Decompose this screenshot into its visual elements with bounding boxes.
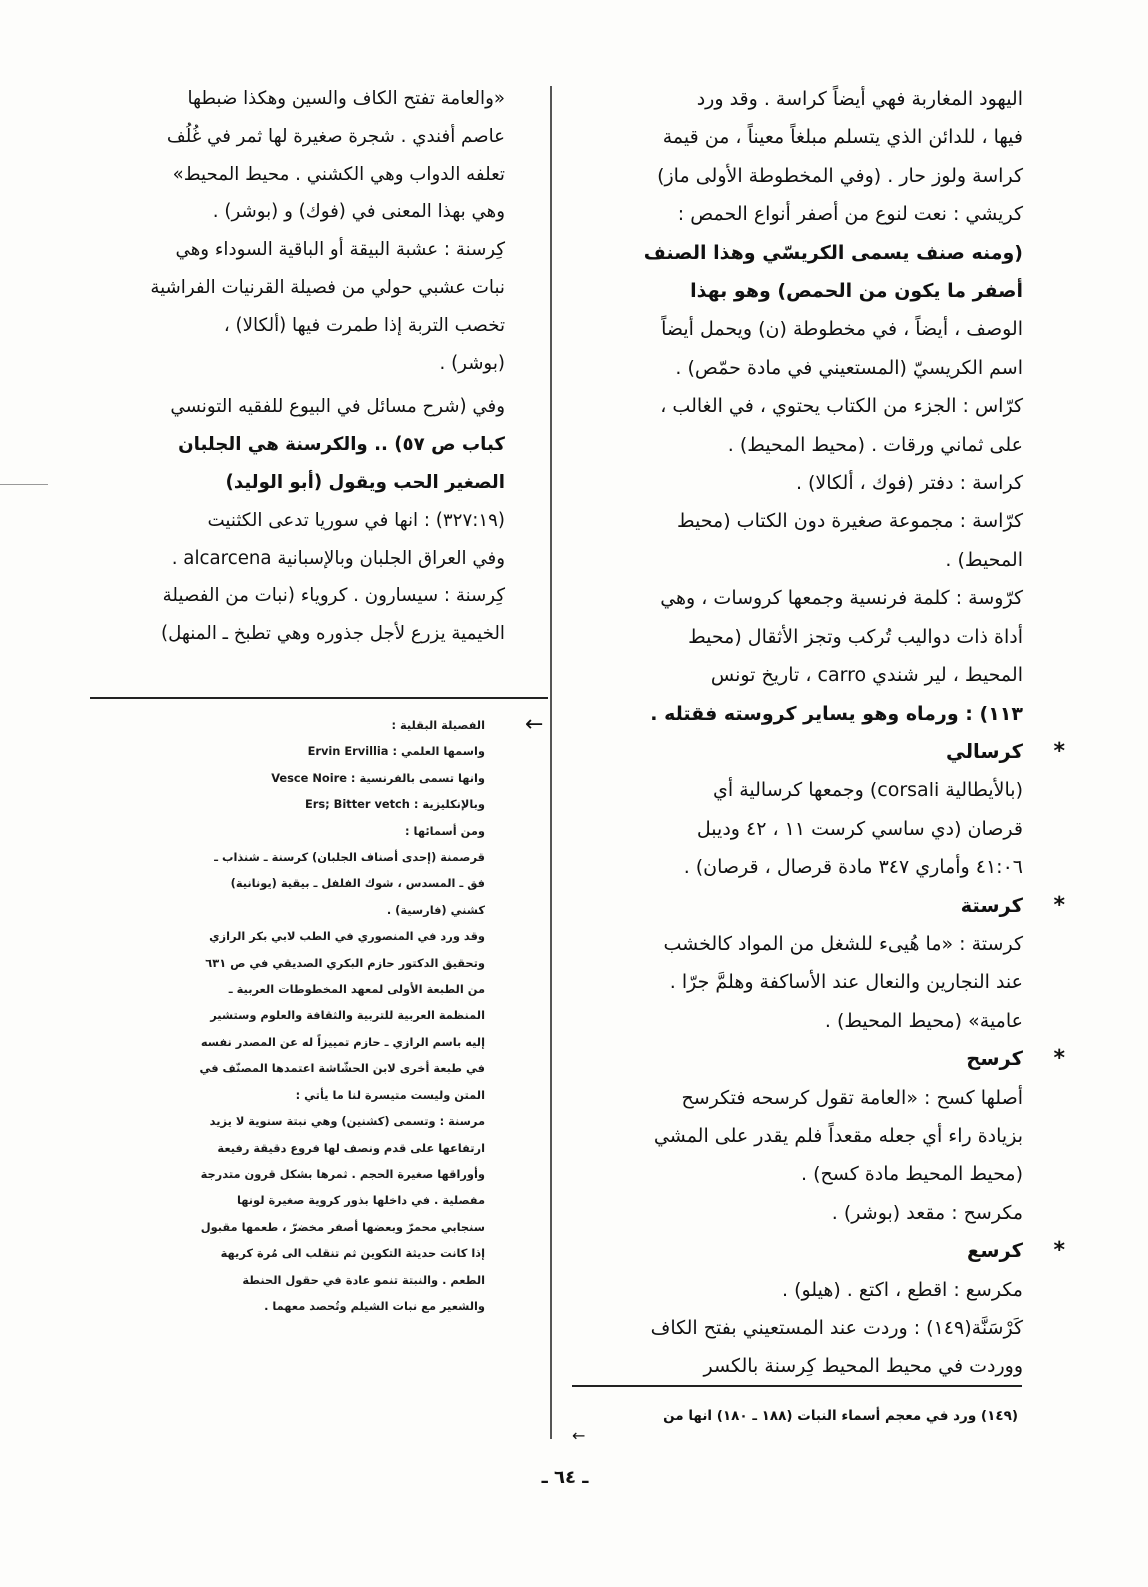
text-line: كِرسنة : سيسارون . كروياء (نبات من الفصيلة [162, 585, 505, 607]
text-line: كباب ص ٥٧) .. والكرسنة هي الجلبان [178, 434, 505, 456]
text-line: (ومنه صنف يسمى الكريسّي وهذا الصنف [643, 241, 1023, 264]
column-divider [550, 86, 552, 1439]
footnote-line: مفصلية . في داخلها بذور كروية صغيرة لونها [236, 1193, 485, 1208]
text-line: ٤١:٠٦ وأماري ٣٤٧ مادة قرصال ، قرصان) . [683, 856, 1023, 879]
text-line: (بوشر) . [439, 352, 505, 374]
text-line: كِرسنة : عشبة البيقة أو الباقية السوداء وهي [175, 239, 505, 261]
footnote-separator [90, 697, 548, 699]
continuation-arrow-icon: ← [572, 1426, 586, 1445]
footnote-left [147, 712, 485, 1319]
text-line: وفي (شرح مسائل في البيوع للفقيه التونسي [170, 396, 505, 418]
text-line: على ثماني ورقات . (محيط المحيط) . [727, 433, 1023, 456]
text-line: كريشي : نعت لنوع من أصفر أنواع الحمص : [677, 203, 1023, 226]
text-line: المحيط) . [945, 548, 1023, 571]
text-line: بزيادة راء أي جعله مقعداً فلم يقدر على المشي [653, 1124, 1023, 1147]
footnote-line: وتحقيق الدكتور حازم البكري الصديقي في ص ٦٣١ [205, 955, 485, 970]
entry-heading [578, 733, 1065, 771]
text-line: كرّوسة : كلمة فرنسية وجمعها كروسات ، وهي [660, 587, 1023, 610]
asterisk-icon: * [1053, 892, 1065, 918]
right-column [578, 80, 1065, 1386]
left-column [93, 80, 505, 653]
page-number: ـ ٦٤ ـ [541, 1467, 589, 1488]
entry-head-label: كرستة [960, 893, 1023, 917]
text-line: كرستة : «ما هُيىء للشغل من المواد كالخشب [663, 932, 1023, 955]
footnote-line: فق ـ المسدس ، شوك الفلفل ـ بيقية (يونانية) [230, 876, 485, 891]
asterisk-icon: * [1053, 738, 1065, 764]
text-line: (بالأيطالية corsali) وجمعها كرسالية أي [713, 779, 1023, 802]
text-line: أصلها كسح : «العامة تقول كرسحه فتكرسح [681, 1086, 1023, 1109]
text-line: وفي العراق الجلبان وبالإسبانية alcarcena . [171, 547, 505, 569]
entry-heading [578, 887, 1065, 925]
footnote-text: (١٤٩) ورد في معجم أسماء النبات (١٨٨ ـ ١٨٠) انها من [663, 1408, 1018, 1424]
footnote-line: واسمها العلمي : Ervin Ervillia [307, 744, 485, 759]
footnote-line: الطعم . والنبتة تنمو عادة في حقول الحنطة [242, 1272, 485, 1287]
text-line: «والعامة تفتح الكاف والسين وهكذا ضبطها [187, 88, 505, 109]
text-line: وهي بهذا المعنى في (فوك) و (بوشر) . [212, 201, 505, 223]
entry-heading [578, 1232, 1065, 1270]
text-line: تعلفه الدواب وهي الكشني . محيط المحيط» [172, 163, 505, 185]
footnote-line: وأوراقها صغيرة الحجم . ثمرها بشكل قرون متدرجة [200, 1166, 485, 1181]
text-line: أداة ذات دواليب تُركب وتجز الأثقال (محيط [688, 625, 1023, 648]
entry-head-label: كرسع [967, 1239, 1023, 1263]
footnote-line: الفصيلة البقلية : [391, 718, 485, 732]
text-line: الخيمية يزرع لأجل جذوره وهي تطبخ ـ المنهل) [161, 623, 505, 645]
footnote-line: كشني (فارسية) . [386, 902, 485, 917]
text-line: فيها ، للدائن الذي يتسلم مبلغاً معيناً ، من قيمة [662, 126, 1023, 149]
footnote-line: ومن أسمائها : [405, 823, 485, 838]
text-line: المحيط ، لير شندي carro ، تاريخ تونس [710, 664, 1023, 687]
text-line: تخصب التربة إذا طمرت فيها (ألكالا) ، [223, 314, 505, 336]
text-line: كرّاسة : مجموعة صغيرة دون الكتاب (محيط [677, 510, 1023, 533]
text-line: عاصم أفندي . شجرة صغيرة لها ثمر في غُلُف [166, 125, 505, 147]
footnote-line: قرصمنة (إحدى أصناف الجلبان) كرسنة ـ شنذاب ـ [214, 850, 485, 865]
footnote-right [570, 1408, 1018, 1424]
footnote-line: وانها تسمى بالفرنسية : Vesce Noire [271, 770, 485, 785]
footnote-separator-right [572, 1385, 1022, 1387]
entry-head-label: كرسح [966, 1047, 1023, 1071]
text-line: اليهود المغاربة فهي أيضاً كراسة . وقد ورد [696, 88, 1023, 110]
footnote-line: إذا كانت حديثة التكوين ثم تنقلب الى مُرة كريهة [220, 1246, 485, 1261]
entry-heading [578, 1040, 1065, 1078]
footnote-line: وقد ورد في المنصوري في الطب لابي بكر الرازي [209, 929, 485, 944]
footnote-line: ارتفاعها على قدم ونصف لها فروع دقيقة رفيعة [217, 1140, 485, 1155]
asterisk-icon: * [1053, 1238, 1065, 1264]
text-line: (محيط المحيط مادة كسح) . [801, 1163, 1023, 1186]
text-line: الوصف ، أيضاً ، في مخطوطة (ن) ويحمل أيضاً [661, 318, 1023, 341]
footnote-line: المتن وليست متيسرة لنا ما يأتي : [295, 1087, 485, 1102]
text-line: الصغير الحب ويقول (أبو الوليد) [225, 471, 505, 493]
text-line: (٣٢٧:١٩) : انها في سوريا تدعى الكثنيت [207, 509, 505, 531]
text-line: نبات عشبي حولي من فصيلة القرنيات الفراشية [150, 276, 505, 298]
text-line: ووردت في محيط المحيط كِرسنة بالكسر [703, 1355, 1023, 1378]
text-line: قرصان (دي ساسي كرست ١١ ، ٤٢ وديبل [696, 817, 1023, 840]
text-line: مكرسع : اقطع ، اكتع . (هيلو) . [782, 1278, 1023, 1301]
footnote-line: إليه باسم الرازي ـ حازم تمييزاً له عن المصدر نفسه [200, 1034, 485, 1049]
text-line: عامية» (محيط المحيط) . [824, 1009, 1023, 1032]
text-line: أصفر ما يكون من الحمص) وهو بهذا [690, 280, 1023, 303]
footnote-line: سنجابي محمرّ وبعضها أصفر مخضرّ ، طعمها مقبول [200, 1219, 485, 1234]
asterisk-icon: * [1053, 1046, 1065, 1072]
continuation-arrow-icon: ← [525, 712, 544, 737]
right-lines [578, 80, 1023, 733]
edge-mark [0, 484, 48, 485]
entry-head-label: كرسالي [945, 739, 1023, 763]
footnote-line: من الطبعة الأولى لمعهد المخطوطات العربية ـ [228, 982, 485, 997]
footnote-line: مرسنة : وتسمى (كشنين) وهي نبتة سنوية لا يزيد [209, 1114, 485, 1129]
text-line: كَرْسَنَّة(١٤٩) : وردت عند المستعيني بفتح الكاف [650, 1317, 1023, 1339]
text-line: كرّاس : الجزء من الكتاب يحتوي ، في الغالب ، [660, 395, 1023, 418]
text-line: مكرسح : مقعد (بوشر) . [831, 1201, 1023, 1224]
text-line: عند النجارين والنعال عند الأساكفة وهلمَّ جرّا . [669, 971, 1023, 994]
footnote-line: والشعير مع نبات الشيلم وتُحصد معهما . [264, 1298, 485, 1313]
footnote-line: في طبعة أخرى لابن الحشّاشة اعتمدها المصنّف في [199, 1061, 485, 1076]
text-line: كراسة : دفتر (فوك ، ألكالا) . [795, 472, 1023, 495]
text-line: ١١٣) : ورماه وهو يساير كروسته فقتله . [650, 702, 1023, 725]
text-line: اسم الكريسيّ (المستعيني في مادة حمّص) . [675, 356, 1023, 379]
footnote-line: وبالإنكليزية : Ers; Bitter vetch [304, 797, 485, 812]
text-line: كراسة ولوز حار . (وفي المخطوطة الأولى ماز) [657, 164, 1023, 187]
footnote-line: المنظمة العربية للتربية والثقافة والعلوم وستشير [210, 1008, 485, 1023]
